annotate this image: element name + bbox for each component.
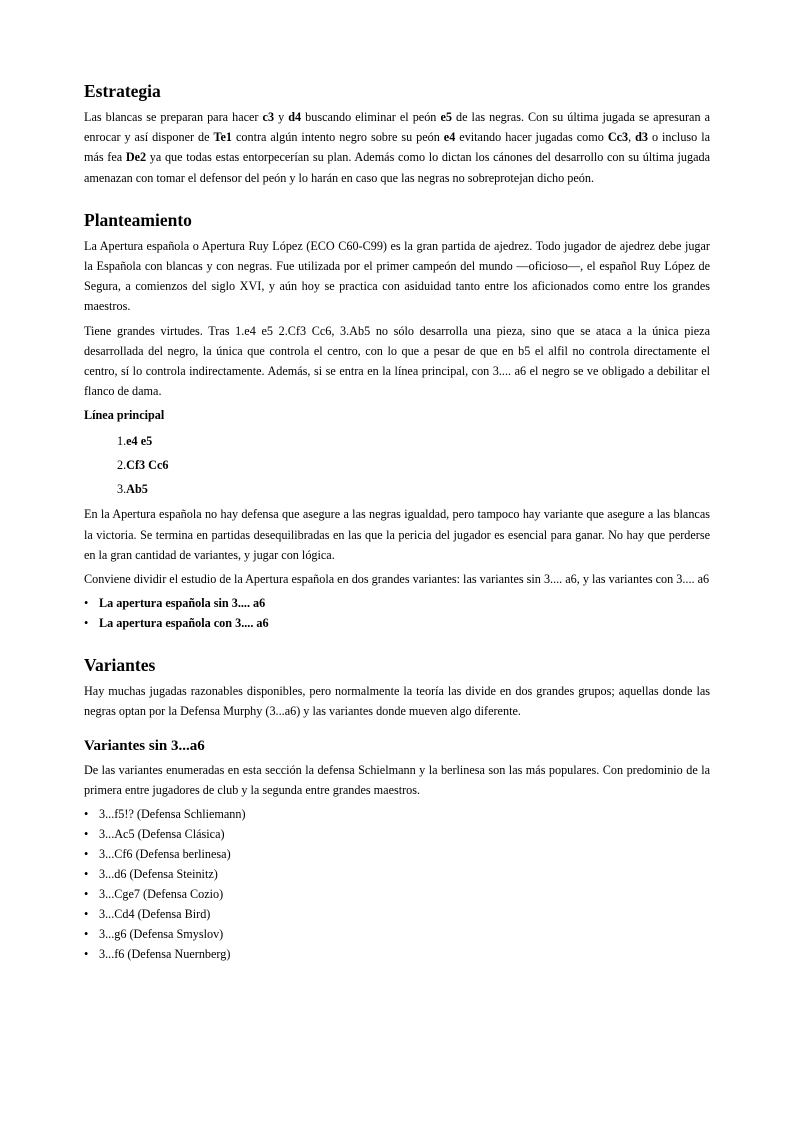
list-item: • 3...Ac5 (Defensa Clásica) bbox=[84, 824, 710, 844]
variantes-paragraph: Hay muchas jugadas razonables disponibles, pero normalmente la teoría las divide en dos grandes grupos; aquellas donde las negras optan por la Defensa Murphy (3...a6) y las variantes donde mueven algo diferente. bbox=[84, 684, 710, 719]
planteamiento-paragraph-4: Conviene dividir el estudio de la Apertura española en dos grandes variantes: las variantes sin 3.... a6, y las variantes con 3.... a6 bbox=[84, 572, 710, 587]
variant-link-con-a6[interactable]: • La apertura española con 3.... a6 bbox=[84, 613, 710, 633]
bullet-icon: • bbox=[84, 867, 89, 882]
bullet-icon: • bbox=[84, 807, 89, 822]
text-run: , bbox=[628, 130, 636, 145]
linea-principal-label: Línea principal bbox=[84, 408, 165, 423]
bullet-icon: • bbox=[84, 827, 89, 842]
list-item: • 3...d6 (Defensa Steinitz) bbox=[84, 864, 710, 884]
bullet-icon: • bbox=[84, 927, 89, 942]
document-page bbox=[84, 80, 710, 968]
variant-link-sin-a6[interactable]: • La apertura española sin 3.... a6 bbox=[84, 593, 710, 613]
move-notation: Cc3 bbox=[607, 130, 629, 145]
bullet-icon: • bbox=[84, 947, 89, 962]
section-title-variantes: Variantes bbox=[84, 655, 156, 676]
move-notation: e5 bbox=[440, 110, 452, 124]
bullet-icon: • bbox=[84, 847, 89, 862]
section-title-planteamiento: Planteamiento bbox=[84, 209, 192, 230]
list-item: • 3...Cf6 (Defensa berlinesa) bbox=[84, 844, 710, 864]
bullet-icon: • bbox=[84, 596, 89, 611]
variantes-sin-paragraph: De las variantes enumeradas en esta sección la defensa Schielmann y la berlinesa son las más populares. Con predominio de la primera entre jugadores de club y la segunda entre grandes maestros. bbox=[84, 762, 710, 797]
bullet-icon: • bbox=[84, 907, 89, 922]
planteamiento-paragraph-2: Tiene grandes virtudes. Tras 1.e4 e5 2.Cf3 Cc6, 3.Ab5 no sólo desarrolla una pieza, sino que se ataca a la única pieza desarrollada del negro, la única que controla el centro, con lo que a pesar de que en b5 el alfil no controla directamente el centro, sí lo controla indirectamente. Además, si se entra en la línea principal, con 3.... a6 el negro se ve obligado a debilitar el flanco de dama. bbox=[84, 323, 710, 399]
planteamiento-paragraph-1: La Apertura española o Apertura Ruy López (ECO C60-C99) es la gran partida de ajedrez. Todo jugador de ajedrez debe jugar la Española con blancas y con negras. Fue utilizada por el primer campeón del mundo —oficioso—, el español Ruy López de Segura, a comienzos del siglo XVI, y aún hoy se practica con asiduidad tanto entre los aficionados como entre los grandes maestros. bbox=[84, 238, 710, 314]
text-run: evitando hacer jugadas como bbox=[455, 130, 608, 145]
move-item: 2.Cf3 Cc6 bbox=[117, 458, 169, 473]
text-run: ya que todas estas entorpecerían su plan. Además como lo dictan los cánones del desarrollo con su última jugada amenazan con tomar el defensor del peón y lo harán en caso que las negras no sobreprotejan dicho peón. bbox=[84, 150, 711, 185]
move-notation: d4 bbox=[288, 110, 302, 124]
main-line-moves bbox=[84, 429, 710, 501]
variant-links-list bbox=[84, 593, 710, 633]
text-run: contra algún intento negro sobre su peón bbox=[232, 130, 444, 145]
text-run: buscando eliminar el peón bbox=[301, 110, 441, 124]
bullet-icon: • bbox=[84, 616, 89, 631]
move-notation: c3 bbox=[262, 110, 275, 124]
list-item: • 3...g6 (Defensa Smyslov) bbox=[84, 924, 710, 944]
text-run: Las blancas se preparan para hacer bbox=[84, 110, 263, 124]
section-title-estrategia: Estrategia bbox=[84, 81, 161, 101]
move-item: 1.e4 e5 bbox=[117, 434, 153, 449]
move-notation: d3 bbox=[635, 130, 649, 145]
text-run: o incluso la más fea bbox=[84, 130, 711, 165]
text-run: y bbox=[274, 110, 289, 124]
list-item: • 3...Cd4 (Defensa Bird) bbox=[84, 904, 710, 924]
text-run: de las negras. Con su última jugada se apresuran a enrocar y así disponer de bbox=[84, 110, 710, 145]
list-item: • 3...f5!? (Defensa Schliemann) bbox=[84, 804, 710, 824]
subsection-title-variantes-sin-a6: Variantes sin 3...a6 bbox=[84, 737, 205, 754]
list-item: • 3...Cge7 (Defensa Cozio) bbox=[84, 884, 710, 904]
move-item: 3.Ab5 bbox=[117, 482, 148, 497]
list-item: • 3...f6 (Defensa Nuernberg) bbox=[84, 944, 710, 964]
estrategia-paragraph bbox=[84, 107, 710, 188]
bullet-icon: • bbox=[84, 887, 89, 902]
defense-list bbox=[84, 804, 710, 964]
move-notation: e4 bbox=[443, 130, 456, 145]
move-notation: De2 bbox=[125, 150, 147, 165]
move-notation: Te1 bbox=[213, 130, 232, 145]
planteamiento-paragraph-3: En la Apertura española no hay defensa que asegure a las negras igualdad, pero tampoco hay variante que asegure a las blancas la victoria. Se termina en partidas desequilibradas en las que la pericia del jugador es esencial para ganar. No hay que perderse en la gran cantidad de variantes, y jugar con lógica. bbox=[84, 507, 710, 562]
